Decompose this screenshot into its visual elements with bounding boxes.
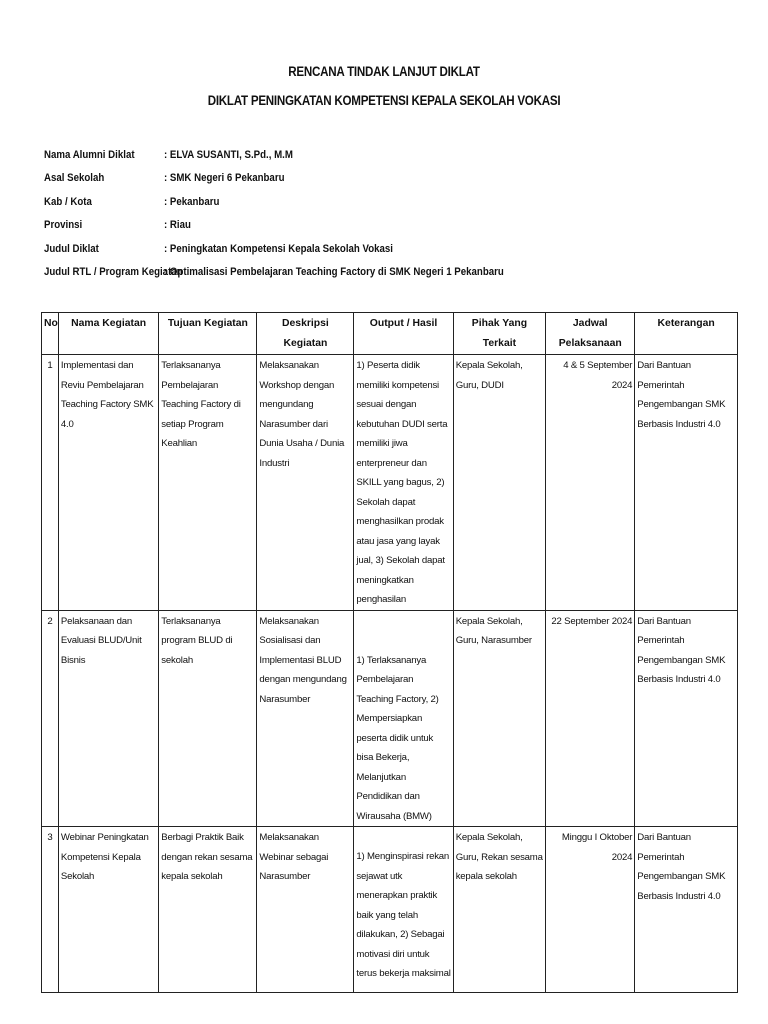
- info-label: Asal Sekolah: [44, 172, 105, 185]
- info-value: : Pekanbaru: [164, 195, 220, 208]
- info-label: Kab / Kota: [44, 195, 92, 208]
- cell-output-hasil: 1) Menginspirasi rekan sejawat utk menerapkan praktik baik yang telah dilakukan, 2) Sebagai motivasi diri untuk terus bekerja maksimal: [354, 827, 453, 993]
- cell-nama-kegiatan: Webinar Peningkatan Kompetensi Kepala Sekolah: [58, 827, 158, 993]
- cell-pihak-terkait: Kepala Sekolah, Guru, Narasumber: [453, 610, 545, 827]
- header-nama-kegiatan: Nama Kegiatan: [58, 313, 158, 355]
- info-value: : SMK Negeri 6 Pekanbaru: [164, 172, 285, 185]
- cell-jadwal: 22 September 2024: [546, 610, 635, 827]
- info-row-sekolah: [44, 167, 734, 191]
- info-label: Provinsi: [44, 219, 83, 232]
- info-value: : ELVA SUSANTI, S.Pd., M.M: [164, 148, 293, 161]
- cell-keterangan: Dari Bantuan Pemerintah Pengembangan SMK Berbasis Industri 4.0: [635, 355, 738, 611]
- cell-nama-kegiatan: Implementasi dan Reviu Pembelajaran Teaching Factory SMK 4.0: [58, 355, 158, 611]
- info-label: Judul Diklat: [44, 242, 99, 255]
- info-value: : Peningkatan Kompetensi Kepala Sekolah Vokasi: [164, 242, 393, 255]
- cell-deskripsi-kegiatan: Melaksanakan Workshop dengan mengundang Narasumber dari Dunia Usaha / Dunia Industri: [257, 355, 354, 611]
- header-jadwal-pelaksanaan: Jadwal Pelaksanaan: [546, 313, 635, 355]
- cell-no: 3: [42, 827, 59, 993]
- cell-keterangan: Dari Bantuan Pemerintah Pengembangan SMK Berbasis Industri 4.0: [635, 827, 738, 993]
- cell-nama-kegiatan: Pelaksanaan dan Evaluasi BLUD/Unit Bisnis: [58, 610, 158, 827]
- cell-pihak-terkait: Kepala Sekolah, Guru, Rekan sesama kepala sekolah: [453, 827, 545, 993]
- info-row-nama: [44, 143, 734, 167]
- cell-no: 2: [42, 610, 59, 827]
- table-row: [42, 827, 738, 993]
- info-label: Nama Alumni Diklat: [44, 148, 135, 161]
- cell-tujuan-kegiatan: Berbagi Praktik Baik dengan rekan sesama kepala sekolah: [159, 827, 257, 993]
- header-no: No: [42, 313, 59, 355]
- cell-deskripsi-kegiatan: Melaksanakan Sosialisasi dan Implementasi BLUD dengan mengundang Narasumber: [257, 610, 354, 827]
- table-header-row: [42, 313, 738, 355]
- table-row: [42, 610, 738, 827]
- info-value: : Optimalisasi Pembelajaran Teaching Factory di SMK Negeri 1 Pekanbaru: [164, 266, 504, 279]
- cell-tujuan-kegiatan: Terlaksananya program BLUD di sekolah: [159, 610, 257, 827]
- cell-jadwal: Minggu I Oktober 2024: [546, 827, 635, 993]
- info-row-kota: [44, 190, 734, 214]
- cell-pihak-terkait: Kepala Sekolah, Guru, DUDI: [453, 355, 545, 611]
- rtl-table: [41, 312, 738, 993]
- cell-jadwal: 4 & 5 September 2024: [546, 355, 635, 611]
- header-tujuan-kegiatan: Tujuan Kegiatan: [159, 313, 257, 355]
- document-title: RENCANA TINDAK LANJUT DIKLAT: [288, 64, 480, 79]
- info-row-rtl: [44, 261, 734, 285]
- header-pihak-terkait: Pihak Yang Terkait: [453, 313, 545, 355]
- cell-keterangan: Dari Bantuan Pemerintah Pengembangan SMK Berbasis Industri 4.0: [635, 610, 738, 827]
- info-value: : Riau: [164, 219, 191, 232]
- cell-no: 1: [42, 355, 59, 611]
- info-label: Judul RTL / Program Kegiatan: [44, 266, 183, 279]
- identity-section: [44, 143, 734, 284]
- cell-output-hasil: 1) Terlaksananya Pembelajaran Teaching Factory, 2) Mempersiapkan peserta didik untuk bisa Bekerja, Melanjutkan Pendidikan dan Wirausaha (BMW): [354, 610, 453, 827]
- document-subtitle: DIKLAT PENINGKATAN KOMPETENSI KEPALA SEKOLAH VOKASI: [207, 93, 561, 108]
- header-keterangan: Keterangan: [635, 313, 738, 355]
- cell-tujuan-kegiatan: Terlaksananya Pembelajaran Teaching Factory di setiap Program Keahlian: [159, 355, 257, 611]
- cell-output-hasil: 1) Peserta didik memiliki kompetensi sesuai dengan kebutuhan DUDI serta memiliki jiwa enterpreneur dan SKILL yang bagus, 2) Sekolah dapat menghasilkan prodak atau jasa yang layak jual, 3) Sekolah dapat meningkatkan penghasilan: [354, 355, 453, 611]
- header-deskripsi-kegiatan: Deskripsi Kegiatan: [257, 313, 354, 355]
- info-row-provinsi: [44, 214, 734, 238]
- info-row-judul: [44, 237, 734, 261]
- cell-deskripsi-kegiatan: Melaksanakan Webinar sebagai Narasumber: [257, 827, 354, 993]
- header-output-hasil: Output / Hasil: [354, 313, 453, 355]
- table-row: [42, 355, 738, 611]
